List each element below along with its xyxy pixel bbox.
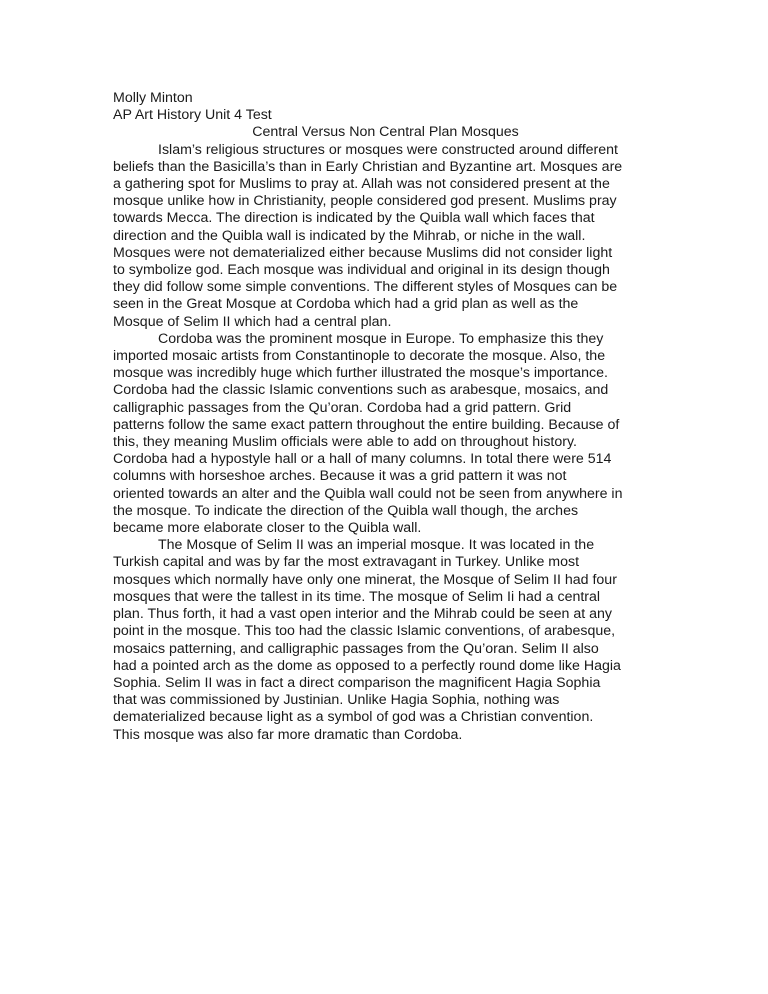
author-name: Molly Minton bbox=[113, 90, 193, 106]
document-title: Central Versus Non Central Plan Mosques bbox=[252, 124, 519, 141]
paragraph-intro: Islam’s religious structures or mosques were constructed around different beliefs than the Basicilla’s than in Early Christian and Byzantine art. Mosques are a gathering spot for Muslims to pray at. Allah was not considered present at the mosque unlike how in Christianity, people considered god present. Muslims pray towards Mecca. The direction is indicated by the Quibla wall which faces that direction and the Quibla wall is indicated by the Mihrab, or niche in the wall. Mosques were not dematerialized either because Muslims did not consider light to symbolize god. Each mosque was individual and original in its design though they did follow some simple conventions. The different styles of Mosques can be seen in the Great Mosque at Cordoba which had a grid plan as well as the Mosque of Selim II which had a central plan. bbox=[113, 141, 623, 330]
paragraph-cordoba: Cordoba was the prominent mosque in Europe. To emphasize this they imported mosaic artists from Constantinople to decorate the mosque. Also, the mosque was incredibly huge which further illustrated the mosque’s importance. Cordoba had the classic Islamic conventions such as arabesque, mosaics, and calligraphic passages from the Qu’oran. Cordoba had a grid pattern. Grid patterns follow the same exact pattern throughout the entire building. Because of this, they meaning Muslim officials were able to add on throughout history. Cordoba had a hypostyle hall or a hall of many columns. In total there were 514 columns with horseshoe arches. Because it was a grid pattern it was not oriented towards an alter and the Quibla wall could not be seen from anywhere in the mosque. To indicate the direction of the Quibla wall though, the arches became more elaborate closer to the Quibla wall. bbox=[113, 330, 623, 537]
course-name: AP Art History Unit 4 Test bbox=[113, 107, 272, 124]
paragraph-selim: The Mosque of Selim II was an imperial mosque. It was located in the Turkish capital and was by far the most extravagant in Turkey. Unlike most mosques which normally have only one minerat, the Mosque of Selim II had four mosques that were the tallest in its time. The mosque of Selim Ii had a central plan. Thus forth, it had a vast open interior and the Mihrab could be seen at any point in the mosque. This too had the classic Islamic conventions, of arabesque, mosaics patterning, and calligraphic passages from the Qu’oran. Selim II also had a pointed arch as the dome as opposed to a perfectly round dome like Hagia Sophia. Selim II was in fact a direct comparison the magnificent Hagia Sophia that was commissioned by Justinian. Unlike Hagia Sophia, nothing was dematerialized because light as a symbol of god was a Christian convention. This mosque was also far more dramatic than Cordoba. bbox=[113, 537, 621, 743]
document-body bbox=[113, 90, 658, 744]
